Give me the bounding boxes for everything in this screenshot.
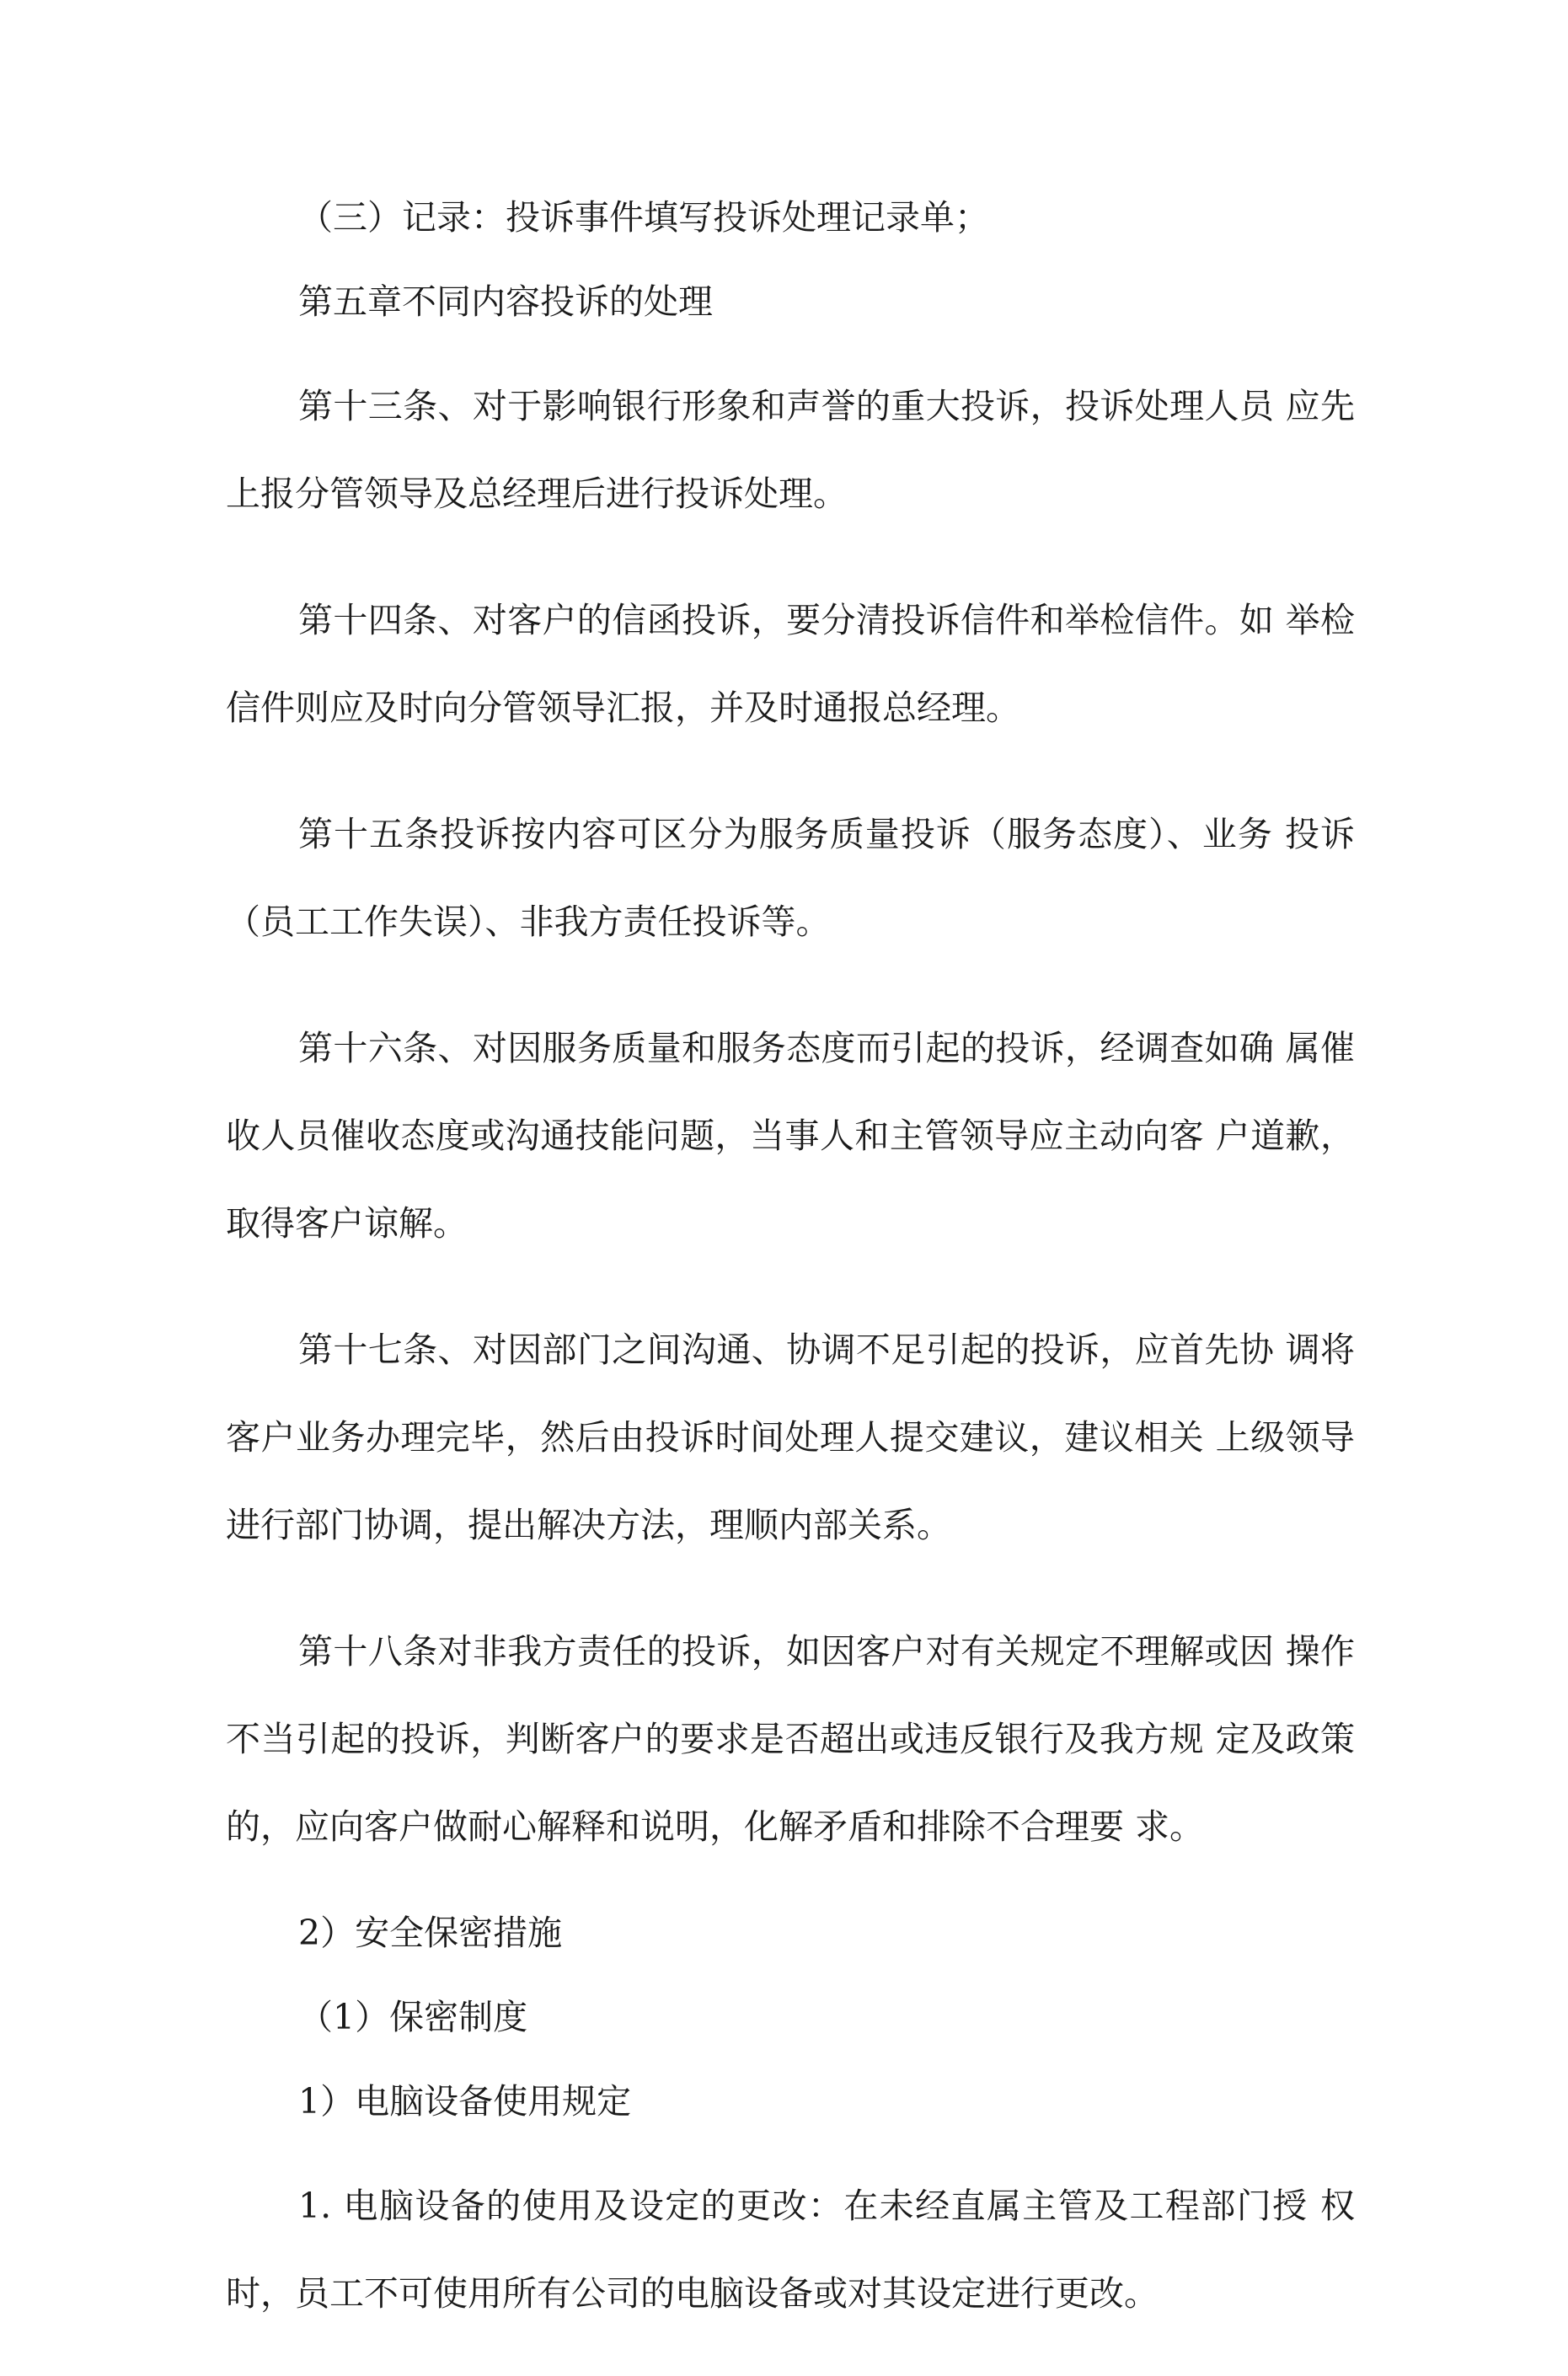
confidentiality-system-heading: （1）保密制度 [298,1997,528,2037]
article-13: 第十三条、对于影响银行形象和声誉的重大投诉，投诉处理人员 应先上报分管领导及总经理后进行投诉处理。 [226,386,1355,514]
document-body [226,194,1355,2376]
computer-usage-rule-1: 1. 电脑设备的使用及设定的更改：在未经直属主管及工程部门授 权时，员工不可使用所有公司的电脑设备或对其设定进行更改。 [226,2186,1355,2314]
security-measures-heading: 2）安全保密措施 [298,1913,563,1953]
chapter-heading: 第五章不同内容投诉的处理 [298,281,713,322]
paragraph-record: （三）记录：投诉事件填写投诉处理记录单； [298,197,989,238]
article-18: 第十八条对非我方责任的投诉，如因客户对有关规定不理解或因 操作不当引起的投诉，判断客户的要求是否超出或违反银行及我方规 定及政策的，应向客户做耐心解释和说明，化解矛盾和排除不合理要 求。 [226,1631,1355,1847]
article-17: 第十七条、对因部门之间沟通、协调不足引起的投诉，应首先协 调将客户业务办理完毕，然后由投诉时间处理人提交建议，建议相关 上级领导进行部门协调，提出解决方法，理顺内部关系。 [226,1330,1355,1545]
article-16: 第十六条、对因服务质量和服务态度而引起的投诉，经调查如确 属催收人员催收态度或沟通技能问题，当事人和主管领导应主动向客 户道歉，取得客户谅解。 [226,1028,1355,1244]
article-14: 第十四条、对客户的信函投诉，要分清投诉信件和举检信件。如 举检信件则应及时向分管领导汇报，并及时通报总经理。 [226,600,1355,728]
article-15: 第十五条投诉按内容可区分为服务质量投诉（服务态度）、业务 投诉（员工工作失误）、非我方责任投诉等。 [226,814,1355,942]
computer-usage-heading: 1）电脑设备使用规定 [298,2081,632,2122]
